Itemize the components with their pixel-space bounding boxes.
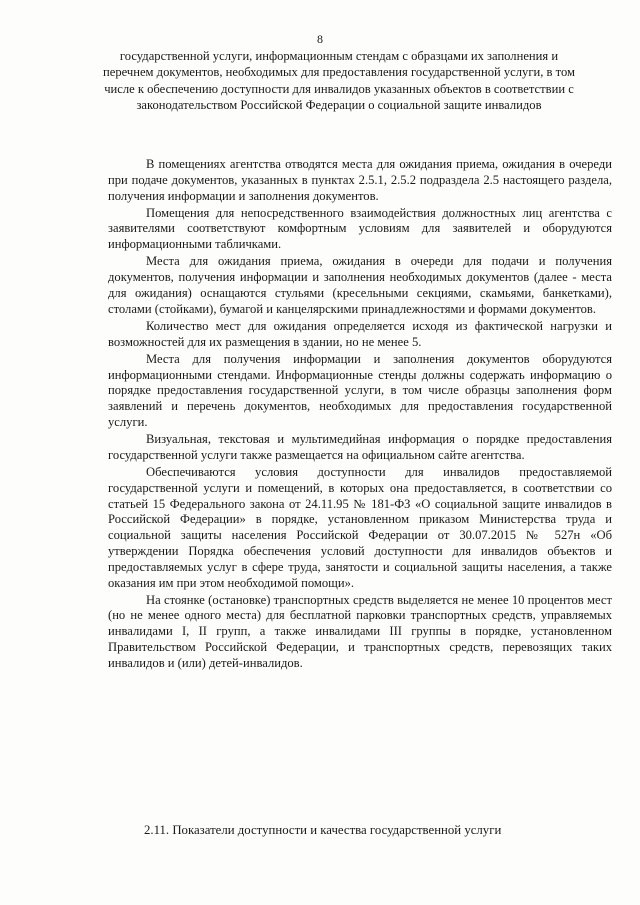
subsection-title: 2.11. Показатели доступности и качества государственной услуги [144, 823, 502, 837]
document-body [108, 157, 612, 673]
paragraph-website-info: Визуальная, текстовая и мультимедийная информация о порядке предоставления государственной услуги также размещается на официальном сайте агентства. [108, 432, 612, 462]
paragraph-seat-count: Количество мест для ожидания определяется исходя из фактической нагрузки и возможностей для их размещения в здании, но не менее 5. [108, 318, 612, 349]
paragraph-parking: На стоянке (остановке) транспортных средств выделяется не менее 10 процентов мест (но не менее одного места) для бесплатной парковки транспортных средств, управляемых инвалидами I, II групп, а также инвалидами III группы в порядке, установленном Правительством Российской Федерации, и транспортных средств, перевозящих таких инвалидов и (или) детей-инвалидов. [108, 592, 612, 670]
paragraph-info-stands: Места для получения информации и заполнения документов оборудуются информационными стендами. Информационные стенды должны содержать информацию о порядке предоставления государственной услуги, в том числе образцы заполнения форм заявлений и перечень документов, необходимых для предоставления государственной услуги. [108, 351, 612, 429]
section-heading: государственной услуги, информационным стендам с образцами их заполнения и перечнем документов, необходимых для предоставления государственной услуги, в том числе к обеспечению доступности для инвалидов указанных объектов в соответствии с законодательством Российской Федерации о социальной защите инвалидов [102, 49, 576, 113]
paragraph-waiting-equipment: Места для ожидания приема, ожидания в очереди для подачи и получения документов, получения информации и заполнения необходимых документов (далее - места для ожидания) оснащаются стульями (кресельными секциями, скамьями, банкетками), столами (стойками), бумагой и канцелярскими принадлежностями и формами документов. [108, 254, 612, 316]
page-number: 8 [317, 32, 323, 46]
paragraph-interaction-rooms: Помещения для непосредственного взаимодействия должностных лиц агентства с заявителями соответствуют комфортным условиям для заявителей и оборудуются информационными табличками. [108, 205, 612, 252]
paragraph-waiting-areas: В помещениях агентства отводятся места для ожидания приема, ожидания в очереди при подаче документов, указанных в пунктах 2.5.1, 2.5.2 подраздела 2.5 настоящего раздела, получения информации и заполнения документов. [108, 157, 612, 203]
paragraph-accessibility: Обеспечиваются условия доступности для инвалидов предоставляемой государственной услуги и помещений, в которых она предоставляется, в соответствии со статьей 15 Федерального закона от 24.11.95 № 181-ФЗ «О социальной защите инвалидов в Российской Федерации» в порядке, установленном приказом Министерства труда и социальной защиты населения Российской Федерации от 30.07.2015 № 527н «Об утверждении Порядка обеспечения условий доступности для инвалидов объектов и предоставляемых услуг в сфере труда, занятости и социальной защиты населения, а также оказания им при этом необходимой помощи». [108, 464, 612, 590]
